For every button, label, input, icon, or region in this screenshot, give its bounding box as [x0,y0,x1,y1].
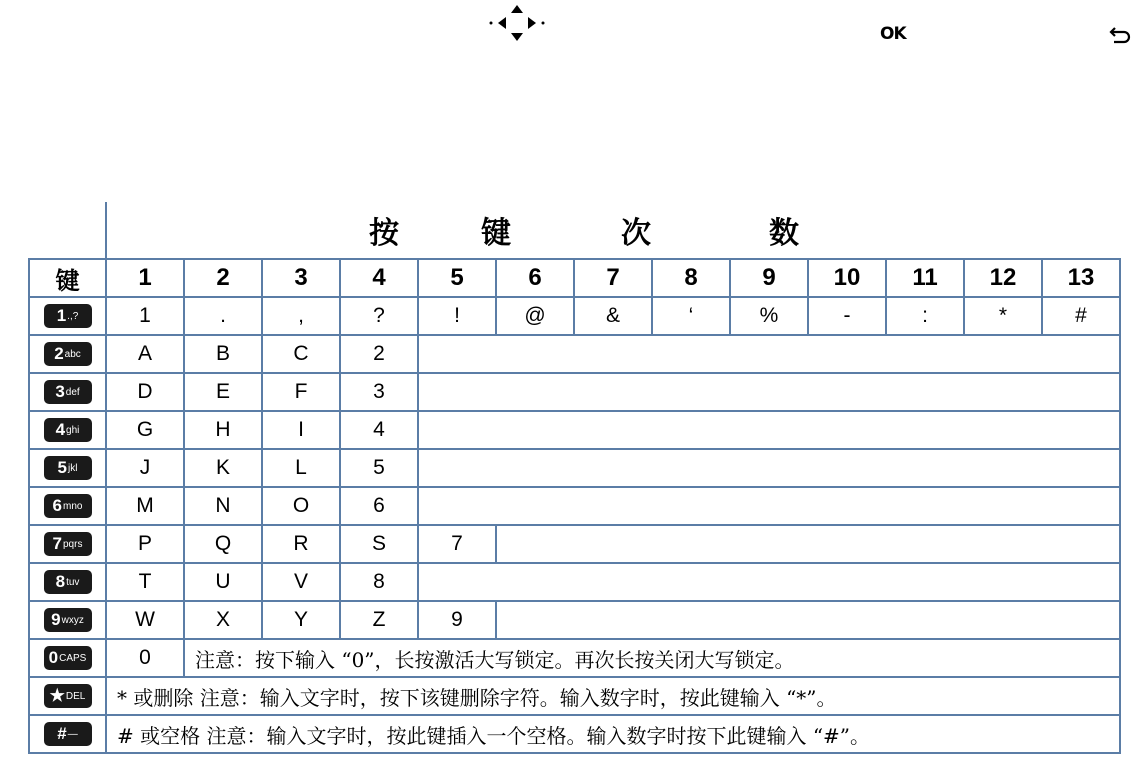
char-cell: V [262,563,340,601]
title-char: 键 [481,216,511,251]
empty-cell [418,335,1120,373]
key-badge-main: 5 [57,458,67,478]
char-cell: * [964,297,1042,335]
table-row [29,639,1120,677]
char-cell: E [184,373,262,411]
key-badge-icon [44,722,92,746]
key-cell [29,715,106,753]
key-badge-icon [44,418,92,442]
key-cell [29,411,106,449]
table-title-row [29,202,1120,259]
press-number-header: 1 [106,259,184,297]
title-char: 按 [369,216,399,251]
key-cell [29,373,106,411]
key-cell [29,677,106,715]
key-badge-main: 2 [54,344,64,364]
press-number-header: 7 [574,259,652,297]
key-badge-main: 3 [55,382,65,402]
key-badge-icon [44,304,92,328]
key-badge-sub: abc [64,348,81,360]
key-badge-icon [44,646,92,670]
table-row [29,373,1120,411]
char-cell: I [262,411,340,449]
key-cell [29,563,106,601]
key-badge-icon [44,342,92,366]
table-row [29,525,1120,563]
key-badge-sub: — [67,728,78,740]
char-cell: . [184,297,262,335]
char-cell: U [184,563,262,601]
key-cell [29,335,106,373]
table-row [29,563,1120,601]
char-cell: A [106,335,184,373]
press-number-header: 10 [808,259,886,297]
char-cell: # [1042,297,1120,335]
key-badge-sub: tuv [66,576,80,588]
press-number-row [29,259,1120,297]
key-badge-main: 6 [52,496,62,516]
char-cell: N [184,487,262,525]
key-cell [29,601,106,639]
key-cell [29,449,106,487]
press-number-header: 6 [496,259,574,297]
char-cell: 6 [340,487,418,525]
press-number-header: 11 [886,259,964,297]
key-badge-icon [44,456,92,480]
key-badge-main: ★ [49,686,65,706]
key-badge-sub: mno [63,500,83,512]
char-cell: % [730,297,808,335]
empty-cell [418,449,1120,487]
char-cell: 3 [340,373,418,411]
char-cell: L [262,449,340,487]
key-column-header: 键 [29,259,106,297]
table-row [29,487,1120,525]
key-badge-main: # [57,724,67,744]
key-badge-sub: CAPS [59,652,87,664]
key-cell [29,297,106,335]
char-cell: ‘ [652,297,730,335]
press-number-header: 9 [730,259,808,297]
key-badge-sub: DEL [65,690,86,702]
char-cell: Z [340,601,418,639]
char-cell: ! [418,297,496,335]
char-cell: M [106,487,184,525]
key-badge-sub: ghi [66,424,80,436]
char-cell: 8 [340,563,418,601]
press-count-title [106,202,1120,259]
key-press-table [28,202,1121,754]
table-row [29,715,1120,753]
empty-cell [496,525,1120,563]
key-badge-main: 7 [52,534,62,554]
char-cell: H [184,411,262,449]
key-badge-main: 4 [55,420,66,440]
ok-key-label: OK [880,24,906,44]
char-cell: S [340,525,418,563]
empty-cell [418,487,1120,525]
char-cell: Y [262,601,340,639]
title-char: 数 [769,216,799,251]
key-badge-sub: jkl [68,462,78,474]
key-badge-sub: pqrs [63,538,83,550]
char-cell: J [106,449,184,487]
return-arrow-icon [1108,22,1132,46]
key-badge-sub: wxyz [61,614,84,626]
char-cell: 2 [340,335,418,373]
key-badge-icon [44,380,92,404]
key-cell [29,525,106,563]
key-cell [29,639,106,677]
char-cell: 0 [106,639,184,677]
key-badge-main: 0 [48,648,59,668]
char-cell: - [808,297,886,335]
note-cell: 注意：按下输入 “0”，长按激活大写锁定。再次长按关闭大写锁定。 [184,639,1120,677]
key-badge-icon [44,532,92,556]
table-row [29,335,1120,373]
table-row [29,297,1120,335]
char-cell: 1 [106,297,184,335]
press-number-header: 2 [184,259,262,297]
char-cell: X [184,601,262,639]
key-badge-icon [44,684,92,708]
char-cell: 7 [418,525,496,563]
key-badge-sub: def [65,386,80,398]
char-cell: K [184,449,262,487]
table-row [29,449,1120,487]
key-cell [29,487,106,525]
key-badge-main: 9 [51,610,61,630]
char-cell: C [262,335,340,373]
key-badge-icon [44,608,92,632]
char-cell: 9 [418,601,496,639]
char-cell: B [184,335,262,373]
char-cell: , [262,297,340,335]
press-number-header: 4 [340,259,418,297]
navigation-pad-icon [486,2,548,44]
note-cell: # 或空格 注意：输入文字时，按此键插入一个空格。输入数字时按下此键输入 “#”。 [106,715,1120,753]
char-cell: : [886,297,964,335]
char-cell: & [574,297,652,335]
char-cell: 4 [340,411,418,449]
press-number-header: 3 [262,259,340,297]
key-badge-icon [44,570,92,594]
key-badge-main: 1 [56,306,67,326]
char-cell: 5 [340,449,418,487]
char-cell: @ [496,297,574,335]
table-row [29,601,1120,639]
title-char: 次 [621,216,651,251]
press-number-header: 12 [964,259,1042,297]
note-cell: * 或删除 注意：输入文字时，按下该键删除字符。输入数字时，按此键输入 “*”。 [106,677,1120,715]
key-badge-sub: .,? [67,310,79,322]
char-cell: P [106,525,184,563]
empty-cell [496,601,1120,639]
char-cell: R [262,525,340,563]
key-badge-main: 8 [55,572,66,592]
char-cell: D [106,373,184,411]
press-number-header: 5 [418,259,496,297]
press-number-header: 8 [652,259,730,297]
char-cell: ? [340,297,418,335]
table-row [29,411,1120,449]
table-row [29,677,1120,715]
empty-cell [418,411,1120,449]
empty-cell [418,373,1120,411]
empty-cell [418,563,1120,601]
corner-cell [29,202,106,259]
char-cell: T [106,563,184,601]
char-cell: O [262,487,340,525]
char-cell: Q [184,525,262,563]
key-badge-icon [44,494,92,518]
char-cell: F [262,373,340,411]
char-cell: G [106,411,184,449]
char-cell: W [106,601,184,639]
press-number-header: 13 [1042,259,1120,297]
